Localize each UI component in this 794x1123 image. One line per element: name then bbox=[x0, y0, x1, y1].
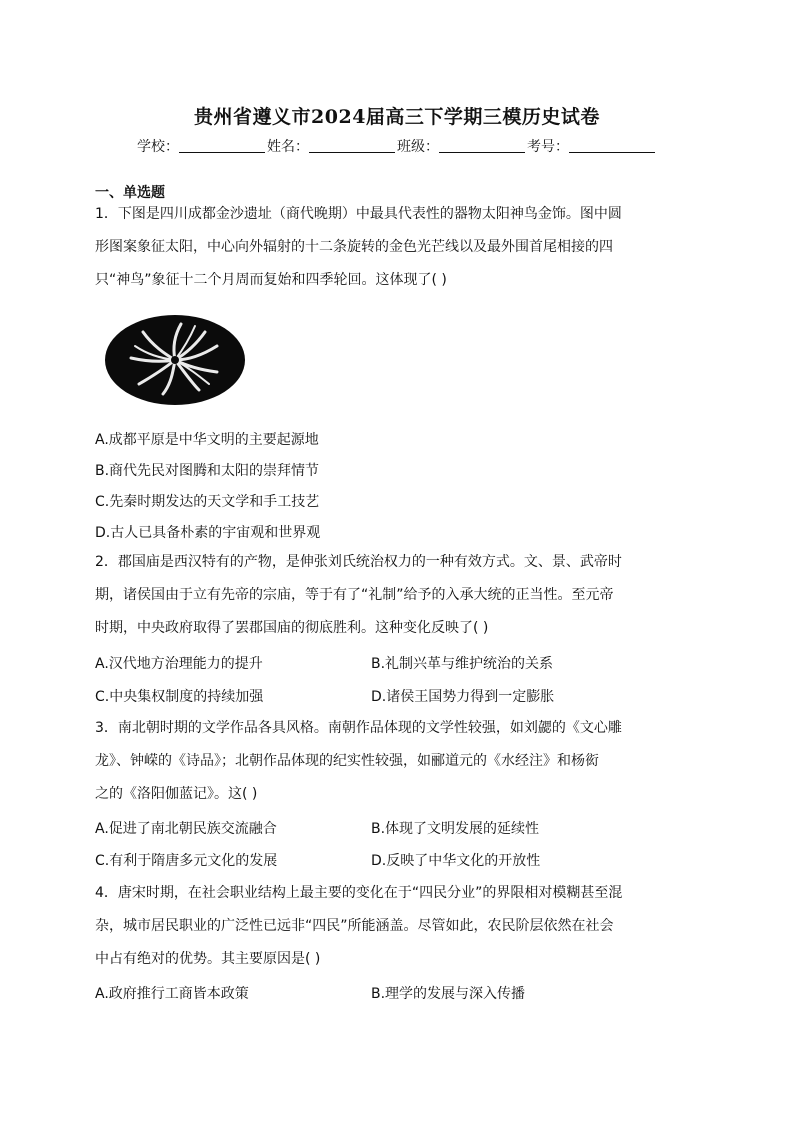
option-2d[interactable]: D.诸侯王国势力得到一定膨胀 bbox=[371, 689, 555, 705]
exam-no-blank bbox=[569, 138, 655, 153]
option-2b[interactable]: B.礼制兴革与维护统治的关系 bbox=[371, 656, 554, 672]
question-line: 4．唐宋时期，在社会职业结构上最主要的变化在于“四民分业”的界限相对模糊甚至混 bbox=[95, 885, 623, 901]
exam-no-label: 考号： bbox=[527, 139, 569, 155]
section-heading: 一、单选题 bbox=[95, 185, 165, 201]
question-line: 期，诸侯国由于立有先帝的宗庙，等于有了“礼制”给予的入承大统的正当性。至元帝 bbox=[95, 587, 614, 603]
option-1a[interactable]: A.成都平原是中华文明的主要起源地 bbox=[95, 432, 319, 448]
option-1d[interactable]: D.古人已具备朴素的宇宙观和世界观 bbox=[95, 525, 321, 541]
option-3d[interactable]: D.反映了中华文化的开放性 bbox=[371, 853, 541, 869]
school-label: 学校： bbox=[137, 139, 179, 155]
name-blank bbox=[309, 138, 395, 153]
question-3-stem bbox=[95, 712, 705, 811]
question-line: 2．郡国庙是西汉特有的产物，是伸张刘氏统治权力的一种有效方式。文、景、武帝时 bbox=[95, 554, 622, 570]
class-blank bbox=[439, 138, 525, 153]
question-2-stem bbox=[95, 546, 705, 645]
option-2a[interactable]: A.汉代地方治理能力的提升 bbox=[95, 656, 263, 672]
question-line: 龙》、钟嵘的《诗品》；北朝作品体现的纪实性较强，如郦道元的《水经注》和杨衒 bbox=[95, 753, 599, 769]
question-line: 中占有绝对的优势。其主要原因是( ) bbox=[95, 951, 321, 967]
option-2c[interactable]: C.中央集权制度的持续加强 bbox=[95, 689, 264, 705]
page-title: 贵州省遵义市2024届高三下学期三模历史试卷 bbox=[194, 106, 600, 128]
question-line: 时期，中央政府取得了罢郡国庙的彻底胜利。这种变化反映了( ) bbox=[95, 620, 489, 636]
option-3a[interactable]: A.促进了南北朝民族交流融合 bbox=[95, 821, 277, 837]
name-label: 姓名： bbox=[267, 139, 309, 155]
option-1c[interactable]: C.先秦时期发达的天文学和手工技艺 bbox=[95, 494, 320, 510]
option-4a[interactable]: A.政府推行工商皆本政策 bbox=[95, 986, 249, 1002]
option-3b[interactable]: B.体现了文明发展的延续性 bbox=[371, 821, 540, 837]
question-line: 只“神鸟”象征十二个月周而复始和四季轮回。这体现了( ) bbox=[95, 272, 447, 288]
student-info-row bbox=[0, 136, 794, 156]
question-line: 之的《洛阳伽蓝记》。这( ) bbox=[95, 786, 258, 802]
question-4-stem bbox=[95, 877, 705, 976]
school-blank bbox=[179, 138, 265, 153]
sun-bird-figure bbox=[103, 310, 247, 410]
question-line: 3．南北朝时期的文学作品各具风格。南朝作品体现的文学性较强，如刘勰的《文心雕 bbox=[95, 720, 622, 736]
option-4b[interactable]: B.理学的发展与深入传播 bbox=[371, 986, 526, 1002]
question-line: 1．下图是四川成都金沙遗址（商代晚期）中最具代表性的器物太阳神鸟金饰。图中圆 bbox=[95, 206, 622, 222]
question-line: 杂，城市居民职业的广泛性已远非“四民”所能涵盖。尽管如此，农民阶层依然在社会 bbox=[95, 918, 614, 934]
option-3c[interactable]: C.有利于隋唐多元文化的发展 bbox=[95, 853, 278, 869]
option-1b[interactable]: B.商代先民对图腾和太阳的崇拜情节 bbox=[95, 463, 320, 479]
class-label: 班级： bbox=[397, 139, 439, 155]
question-1-stem bbox=[95, 198, 705, 297]
question-line: 形图案象征太阳，中心向外辐射的十二条旋转的金色光芒线以及最外围首尾相接的四 bbox=[95, 239, 613, 255]
sun-bird-gold-ornament-image bbox=[103, 310, 247, 410]
